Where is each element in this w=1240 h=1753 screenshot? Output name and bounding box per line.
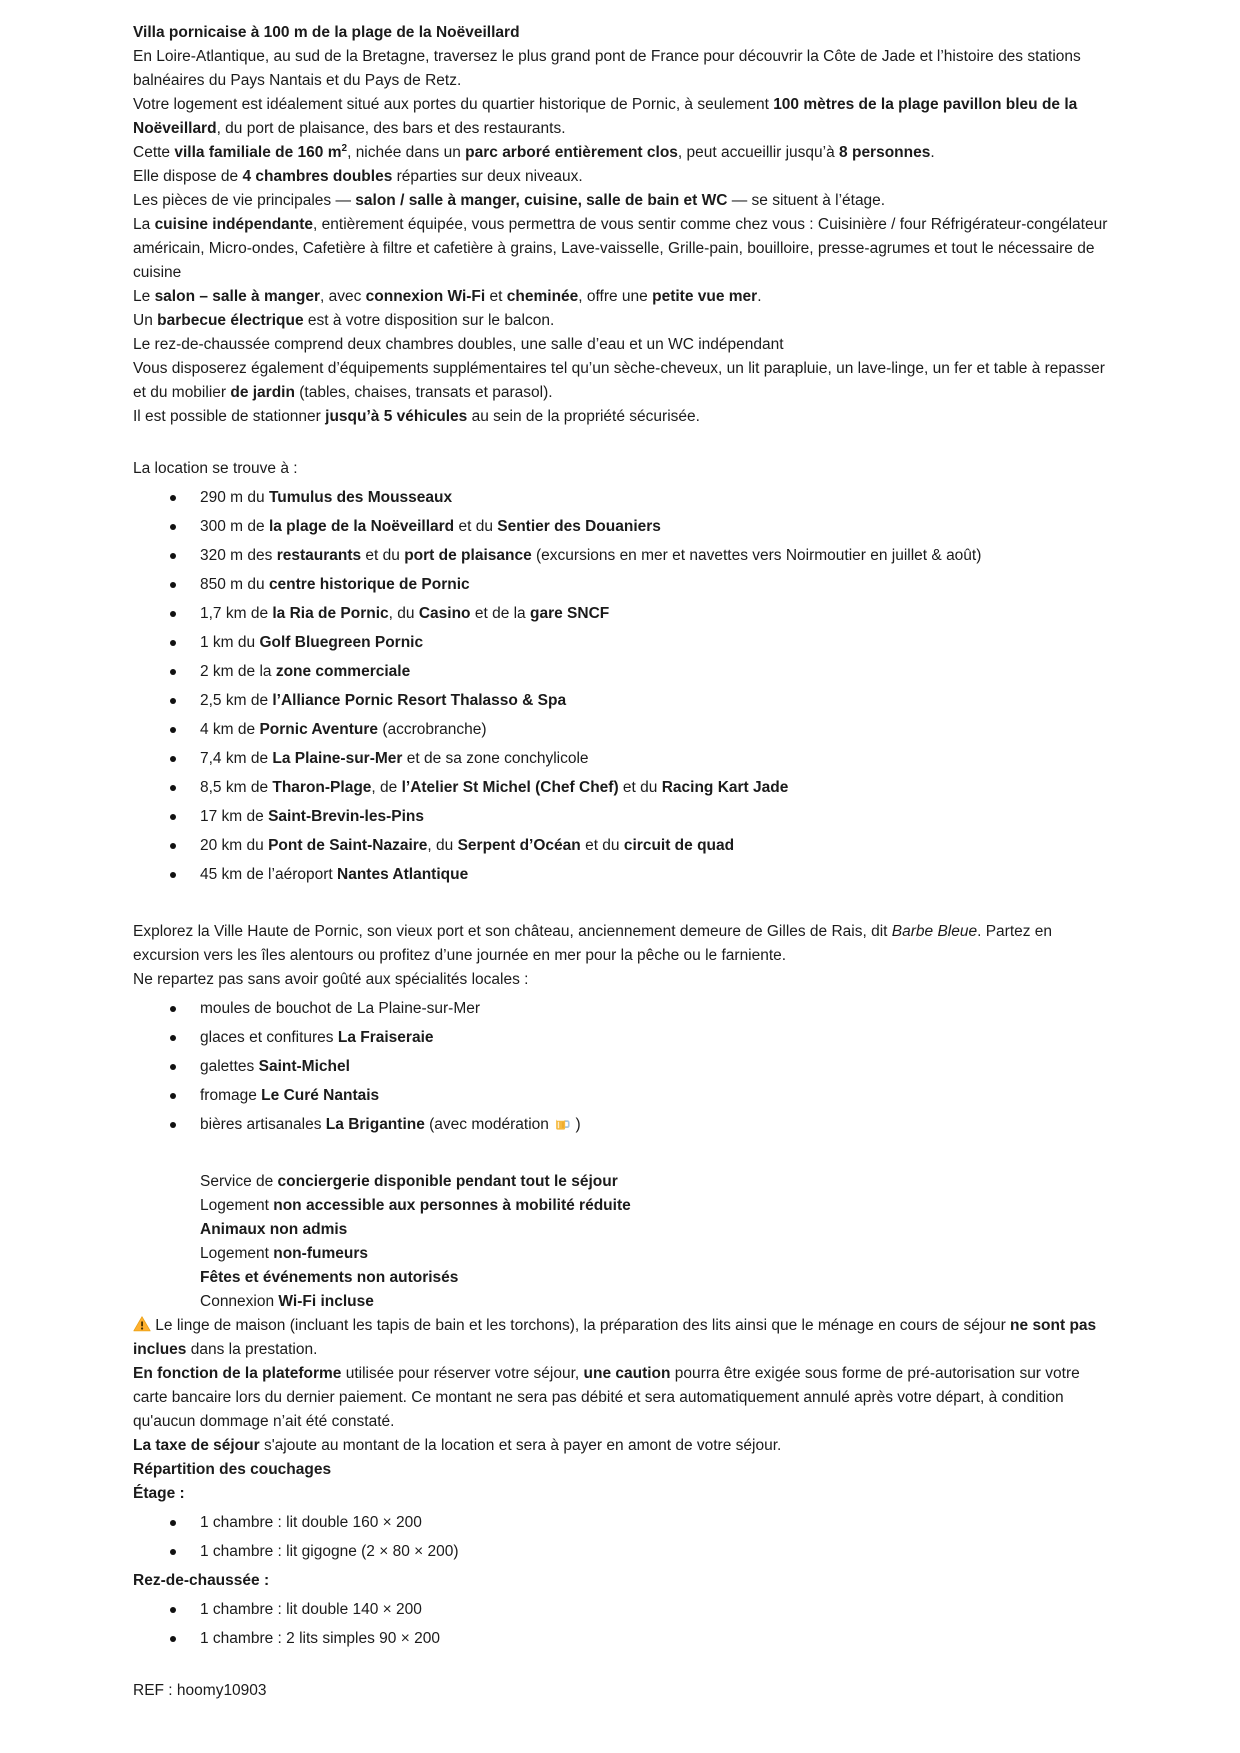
text-run: En fonction de la plateforme: [133, 1365, 342, 1382]
text-run: bières artisanales: [200, 1116, 326, 1133]
paragraph: [133, 1434, 1110, 1458]
list-item: [200, 1055, 1110, 1079]
specialties-list: [133, 997, 1110, 1137]
location-intro: [133, 457, 1110, 481]
text-run: et du: [618, 779, 662, 796]
text-run: Ne repartez pas sans avoir goûté aux spécialités locales :: [133, 971, 529, 988]
text-run: La location se trouve à :: [133, 460, 298, 477]
text-run: , de: [371, 779, 402, 796]
text-run: Répartition des couchages: [133, 1461, 332, 1478]
text-run: 2: [341, 142, 348, 154]
distances-list: [133, 486, 1110, 887]
house-rules-block: [133, 1170, 1110, 1314]
text-run: 320 m des: [200, 547, 277, 564]
text-run: pourra être exigée sous forme de pré-autorisation sur votre carte bancaire lors du dernier paiement. Ce montant ne sera pas débité et sera automatiquement annulé après votre départ, à condition qu'aucun dommage n’ait été constaté.: [133, 1365, 1080, 1430]
text-run: Fêtes et événements non autorisés: [200, 1269, 459, 1286]
text-run: et de la: [470, 605, 530, 622]
paragraph: [133, 968, 1110, 992]
text-run: et du: [361, 547, 405, 564]
doc-title: [133, 21, 1110, 45]
text-run: Animaux non admis: [200, 1221, 348, 1238]
text-run: villa familiale de 160 m: [174, 144, 342, 161]
text-run: 8 personnes: [839, 144, 931, 161]
paragraph: [133, 309, 1110, 333]
text-run: 850 m du: [200, 576, 269, 593]
text-run: 1 chambre : 2 lits simples 90 × 200: [200, 1630, 440, 1647]
list-item: [200, 602, 1110, 626]
list-item: [200, 689, 1110, 713]
text-run: s'ajoute au montant de la location et sera à payer en amont de votre séjour.: [259, 1437, 782, 1454]
text-run: salon – salle à manger: [154, 288, 320, 305]
indented-line: [200, 1194, 1110, 1218]
paragraph: [133, 1362, 1110, 1434]
text-run: 4 chambres doubles: [242, 168, 393, 185]
text-run: Logement: [200, 1197, 274, 1214]
list-item: [200, 1084, 1110, 1108]
text-run: Explorez la Ville Haute de Pornic, son vieux port et son château, anciennement demeure de Gilles de Rais, dit: [133, 923, 892, 940]
text-run: connexion Wi-Fi: [365, 288, 486, 305]
text-run: , du port de plaisance, des bars et des restaurants.: [216, 120, 566, 137]
text-run: fromage: [200, 1087, 262, 1104]
indented-line: [200, 1242, 1110, 1266]
text-run: parc arboré entièrement clos: [465, 144, 678, 161]
text-run: salon / salle à manger, cuisine, salle de bain et WC: [355, 192, 728, 209]
text-run: La: [133, 216, 155, 233]
text-run: Racing Kart Jade: [661, 779, 789, 796]
list-item: [200, 660, 1110, 684]
text-run: 45 km de l’aéroport: [200, 866, 337, 883]
text-run: zone commerciale: [275, 663, 411, 680]
list-item: [200, 631, 1110, 655]
text-run: conciergerie disponible pendant tout le séjour: [277, 1173, 618, 1190]
text-run: Votre logement est idéalement situé aux portes du quartier historique de Pornic, à seulement: [133, 96, 774, 113]
warning-paragraph: [133, 1314, 1110, 1362]
list-item: [200, 805, 1110, 829]
text-run: — se situent à l’étage.: [727, 192, 886, 209]
text-run: , du: [388, 605, 419, 622]
list-item: [200, 515, 1110, 539]
text-run: (avec modération: [424, 1116, 554, 1133]
text-run: et du: [580, 837, 624, 854]
text-run: 1 chambre : lit double 160 × 200: [200, 1514, 422, 1531]
text-run: .: [930, 144, 935, 161]
text-run: Nantes Atlantique: [337, 866, 469, 883]
paragraph: [133, 920, 1110, 968]
text-run: 1 chambre : lit gigogne (2 × 80 × 200): [200, 1543, 459, 1560]
text-run: Villa pornicaise à 100 m de la plage de la Noëveillard: [133, 24, 520, 41]
text-run: , peut accueillir jusqu’à: [677, 144, 840, 161]
sleeping-arrangements-heading: [133, 1458, 1110, 1482]
paragraph: [133, 165, 1110, 189]
list-item: [200, 573, 1110, 597]
text-run: Il est possible de stationner: [133, 408, 326, 425]
paragraph: [133, 93, 1110, 141]
blank-line: [133, 429, 1110, 457]
text-run: (accrobranche): [378, 721, 487, 738]
text-run: jusqu’à 5 véhicules: [325, 408, 468, 425]
text-run: la Ria de Pornic: [272, 605, 389, 622]
text-run: l’Alliance Pornic Resort Thalasso & Spa: [272, 692, 567, 709]
text-run: Saint-Michel: [258, 1058, 350, 1075]
text-run: moules de bouchot de La Plaine-sur-Mer: [200, 1000, 481, 1017]
text-run: La Brigantine: [325, 1116, 425, 1133]
text-run: 1,7 km de: [200, 605, 273, 622]
indented-line: [200, 1218, 1110, 1242]
text-run: , entièrement équipée, vous permettra de vous sentir comme chez vous : Cuisinière / four Réfrigérateur-congélateur américain, Micro-ondes, Cafetière à filtre et cafetière à grains, Lave-vaisselle, Grille-pain, bouilloire, presse-agrumes et tout le nécessaire de cuisine: [133, 216, 1108, 281]
indented-line: [200, 1266, 1110, 1290]
blank-line: [133, 892, 1110, 920]
paragraph: [133, 333, 1110, 357]
text-run: Étage :: [133, 1485, 185, 1502]
paragraph: [133, 45, 1110, 93]
text-run: petite vue mer: [652, 288, 758, 305]
beer-mug-icon: [553, 1114, 571, 1132]
text-run: utilisée pour réserver votre séjour,: [341, 1365, 584, 1382]
text-run: Les pièces de vie principales —: [133, 192, 356, 209]
text-run: est à votre disposition sur le balcon.: [303, 312, 555, 329]
list-item: [200, 997, 1110, 1021]
text-run: non accessible aux personnes à mobilité réduite: [273, 1197, 631, 1214]
list-item: [200, 1627, 1110, 1651]
reference-code: REF : hoomy10903: [133, 1682, 267, 1699]
text-run: Serpent d’Océan: [457, 837, 581, 854]
list-item: [200, 1113, 1110, 1137]
text-run: Le rez-de-chaussée comprend deux chambres doubles, une salle d’eau et un WC indépendant: [133, 336, 784, 353]
text-run: et de sa zone conchylicole: [402, 750, 589, 767]
text-run: (tables, chaises, transats et parasol).: [294, 384, 553, 401]
paragraph: [133, 141, 1110, 165]
text-run: 1 chambre : lit double 140 × 200: [200, 1601, 422, 1618]
text-run: 4 km de: [200, 721, 260, 738]
text-run: une caution: [583, 1365, 671, 1382]
text-run: Cette: [133, 144, 175, 161]
ground-floor-heading: [133, 1569, 1110, 1593]
text-run: port de plaisance: [404, 547, 532, 564]
text-run: 7,4 km de: [200, 750, 273, 767]
indented-line: [200, 1290, 1110, 1314]
text-run: 2,5 km de: [200, 692, 273, 709]
text-run: et du: [454, 518, 498, 535]
text-run: En Loire-Atlantique, au sud de la Bretagne, traversez le plus grand pont de France pour découvrir la Côte de Jade et l’histoire des stations balnéaires du Pays Nantais et du Pays de Retz.: [133, 48, 1081, 89]
text-run: Wi-Fi incluse: [278, 1293, 374, 1310]
list-item: [200, 863, 1110, 887]
text-run: et: [485, 288, 507, 305]
text-run: Le: [133, 288, 155, 305]
list-item: [200, 718, 1110, 742]
text-run: Casino: [418, 605, 471, 622]
document-body: [133, 21, 1110, 1651]
list-item: [200, 776, 1110, 800]
text-run: , offre une: [578, 288, 653, 305]
text-run: 20 km du: [200, 837, 269, 854]
text-run: Logement: [200, 1245, 274, 1262]
list-item: [200, 486, 1110, 510]
paragraph: [133, 213, 1110, 285]
text-run: Barbe Bleue: [891, 923, 978, 940]
text-run: barbecue électrique: [157, 312, 304, 329]
text-run: Le Curé Nantais: [261, 1087, 380, 1104]
text-run: Vous disposerez également d’équipements supplémentaires tel qu’un sèche-cheveux, un lit parapluie, un lave-linge, un fer et table à repasser et du mobilier: [133, 360, 1105, 401]
text-run: centre historique de Pornic: [268, 576, 470, 593]
text-run: Service de: [200, 1173, 278, 1190]
text-run: ne sont pas inclues: [133, 1317, 1097, 1358]
text-run: 17 km de: [200, 808, 269, 825]
text-run: Tumulus des Mousseaux: [268, 489, 453, 506]
list-item: [200, 1026, 1110, 1050]
indented-line: [200, 1170, 1110, 1194]
list-item: [200, 544, 1110, 568]
text-run: Saint-Brevin-les-Pins: [268, 808, 424, 825]
text-run: dans la prestation.: [186, 1341, 318, 1358]
list-item: [200, 1598, 1110, 1622]
text-run: restaurants: [276, 547, 362, 564]
blank-line: [133, 1142, 1110, 1170]
text-run: 1 km du: [200, 634, 260, 651]
text-run: .: [757, 288, 762, 305]
text-run: la plage de la Noëveillard: [268, 518, 455, 535]
text-run: , nichée dans un: [347, 144, 466, 161]
text-run: non-fumeurs: [273, 1245, 368, 1262]
paragraph: [133, 405, 1110, 429]
text-run: galettes: [200, 1058, 259, 1075]
text-run: Golf Bluegreen Pornic: [259, 634, 424, 651]
text-run: La Fraiseraie: [337, 1029, 434, 1046]
text-run: Tharon-Plage: [272, 779, 372, 796]
text-run: , avec: [319, 288, 366, 305]
text-run: Elle dispose de: [133, 168, 243, 185]
paragraph: [133, 189, 1110, 213]
text-run: La taxe de séjour: [133, 1437, 260, 1454]
text-run: l’Atelier St Michel (Chef Chef): [401, 779, 619, 796]
text-run: Pont de Saint-Nazaire: [268, 837, 428, 854]
text-run: , du: [427, 837, 458, 854]
text-run: Un: [133, 312, 158, 329]
text-run: de jardin: [230, 384, 295, 401]
paragraph: [133, 285, 1110, 309]
warning-icon: [133, 1315, 151, 1333]
list-item: [200, 1511, 1110, 1535]
paragraph: [133, 357, 1110, 405]
list-item: [200, 1540, 1110, 1564]
text-run: 8,5 km de: [200, 779, 273, 796]
text-run: Sentier des Douaniers: [497, 518, 661, 535]
text-run: réparties sur deux niveaux.: [392, 168, 583, 185]
floor-beds-list: [133, 1511, 1110, 1564]
text-run: glaces et confitures: [200, 1029, 338, 1046]
text-run: Pornic Aventure: [259, 721, 379, 738]
text-run: La Plaine-sur-Mer: [272, 750, 403, 767]
text-run: 100 mètres de la plage pavillon bleu de la Noëveillard: [133, 96, 1078, 137]
list-item: [200, 747, 1110, 771]
text-run: au sein de la propriété sécurisée.: [467, 408, 700, 425]
text-run: circuit de quad: [623, 837, 735, 854]
text-run: 290 m du: [200, 489, 269, 506]
text-run: 300 m de: [200, 518, 269, 535]
text-run: cuisine indépendante: [154, 216, 314, 233]
text-run: 2 km de la: [200, 663, 276, 680]
list-item: [200, 834, 1110, 858]
text-run: cheminée: [506, 288, 579, 305]
text-run: gare SNCF: [530, 605, 610, 622]
text-run: . Partez en excursion vers les îles alentours ou profitez d’une journée en mer pour la pêche ou le farniente.: [133, 923, 1053, 964]
text-run: Rez-de-chaussée :: [133, 1572, 270, 1589]
text-run: ): [571, 1116, 581, 1133]
ground-floor-beds-list: [133, 1598, 1110, 1651]
text-run: (excursions en mer et navettes vers Noirmoutier en juillet & août): [531, 547, 982, 564]
floor-heading: [133, 1482, 1110, 1506]
text-run: Le linge de maison (incluant les tapis de bain et les torchons), la préparation des lits ainsi que le ménage en cours de séjour: [151, 1317, 1011, 1334]
text-run: Connexion: [200, 1293, 279, 1310]
